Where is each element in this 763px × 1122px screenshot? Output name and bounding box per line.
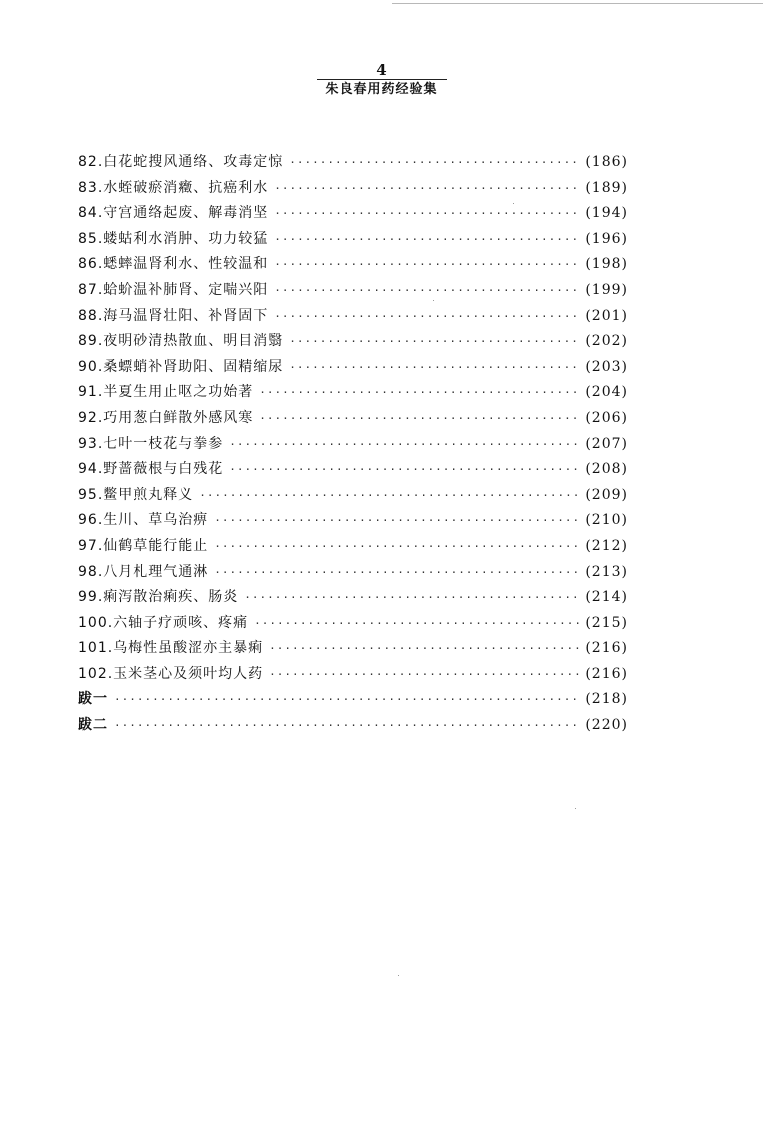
toc-dot-leader xyxy=(274,252,579,278)
toc-entry-title: 90.桑螵蛸补肾助阳、固精缩尿 xyxy=(78,358,284,375)
toc-dot-leader xyxy=(114,713,579,739)
toc-entry-page: (220) xyxy=(585,717,628,734)
toc-entry xyxy=(78,252,628,278)
toc-dot-leader xyxy=(244,585,579,611)
scan-speck xyxy=(513,203,514,204)
toc-dot-leader xyxy=(229,432,579,458)
toc-entry-title: 86.蟋蟀温肾利水、性较温和 xyxy=(78,256,269,273)
toc-entry xyxy=(78,201,628,227)
scan-speck xyxy=(433,300,434,301)
toc-entry-page: (218) xyxy=(585,691,628,708)
toc-entry xyxy=(78,611,628,637)
toc-entry xyxy=(78,585,628,611)
toc-entry-page: (213) xyxy=(585,563,628,580)
table-of-contents xyxy=(78,150,628,739)
toc-entry-title: 99.痢泻散治痢疾、肠炎 xyxy=(78,589,239,606)
toc-entry-title: 95.鳖甲煎丸释义 xyxy=(78,486,194,503)
toc-entry-page: (207) xyxy=(585,435,628,452)
toc-dot-leader xyxy=(214,560,579,586)
toc-dot-leader xyxy=(289,355,579,381)
toc-entry xyxy=(78,355,628,381)
toc-entry-title: 96.生川、草乌治痹 xyxy=(78,512,209,529)
toc-entry-page: (201) xyxy=(585,307,628,324)
toc-entry-title: 跋一 xyxy=(78,691,108,708)
toc-dot-leader xyxy=(254,611,579,637)
toc-dot-leader xyxy=(114,687,579,713)
scan-speck xyxy=(575,808,576,809)
toc-entry-page: (194) xyxy=(585,205,628,222)
toc-entry-page: (196) xyxy=(585,230,628,247)
book-title: 朱良春用药经验集 xyxy=(325,82,438,97)
toc-entry-page: (212) xyxy=(585,537,628,554)
toc-entry xyxy=(78,380,628,406)
toc-dot-leader xyxy=(259,406,579,432)
toc-entry-title: 85.蝼蛄利水消肿、功力较猛 xyxy=(78,230,269,247)
toc-entry xyxy=(78,687,628,713)
toc-entry-title: 101.乌梅性虽酸涩亦主暴痢 xyxy=(78,640,264,657)
toc-entry-page: (198) xyxy=(585,256,628,273)
toc-entry xyxy=(78,662,628,688)
toc-entry-page: (215) xyxy=(585,614,628,631)
toc-dot-leader xyxy=(214,508,579,534)
toc-entry-title: 84.守宫通络起废、解毒消坚 xyxy=(78,205,269,222)
toc-dot-leader xyxy=(289,329,579,355)
toc-dot-leader xyxy=(229,457,579,483)
toc-entry xyxy=(78,534,628,560)
toc-entry-page: (208) xyxy=(585,461,628,478)
toc-entry-title: 97.仙鹤草能行能止 xyxy=(78,537,209,554)
toc-dot-leader xyxy=(199,483,579,509)
toc-entry-title: 92.巧用葱白鲜散外感风寒 xyxy=(78,409,254,426)
toc-entry-title: 跋二 xyxy=(78,717,108,734)
toc-entry-page: (216) xyxy=(585,640,628,657)
toc-entry-page: (209) xyxy=(585,486,628,503)
toc-entry xyxy=(78,278,628,304)
page-header xyxy=(0,62,763,98)
page-number: 4 xyxy=(376,61,387,79)
toc-dot-leader xyxy=(259,380,579,406)
toc-entry xyxy=(78,457,628,483)
toc-entry-page: (189) xyxy=(585,179,628,196)
toc-dot-leader xyxy=(214,534,579,560)
toc-entry xyxy=(78,508,628,534)
toc-entry-title: 100.六轴子疗顽咳、疼痛 xyxy=(78,614,249,631)
toc-entry xyxy=(78,406,628,432)
toc-entry-title: 83.水蛭破瘀消癥、抗癌利水 xyxy=(78,179,269,196)
toc-entry xyxy=(78,150,628,176)
toc-entry-title: 82.白花蛇搜风通络、攻毒定惊 xyxy=(78,154,284,170)
toc-dot-leader xyxy=(269,636,579,662)
toc-entry xyxy=(78,432,628,458)
toc-entry-page: (204) xyxy=(585,384,628,401)
toc-entry-page: (210) xyxy=(585,512,628,529)
toc-entry xyxy=(78,227,628,253)
toc-entry-title: 91.半夏生用止呕之功始著 xyxy=(78,384,254,401)
toc-entry-page: (186) xyxy=(585,154,628,170)
toc-entry-title: 88.海马温肾壮阳、补肾固下 xyxy=(78,307,269,324)
scan-speck xyxy=(398,975,399,976)
toc-dot-leader xyxy=(269,662,579,688)
toc-entry-page: (199) xyxy=(585,281,628,298)
toc-entry-title: 89.夜明砂清热散血、明目消翳 xyxy=(78,333,284,350)
toc-entry xyxy=(78,636,628,662)
top-edge-rule xyxy=(392,3,763,4)
toc-entry-page: (202) xyxy=(585,333,628,350)
toc-entry-page: (203) xyxy=(585,358,628,375)
toc-dot-leader xyxy=(274,201,579,227)
toc-entry xyxy=(78,483,628,509)
toc-dot-leader xyxy=(274,304,579,330)
toc-entry-title: 94.野蔷薇根与白残花 xyxy=(78,461,224,478)
toc-entry xyxy=(78,713,628,739)
toc-dot-leader xyxy=(274,176,579,202)
header-divider xyxy=(317,79,447,80)
toc-entry-title: 102.玉米茎心及须叶均人药 xyxy=(78,665,264,682)
toc-entry xyxy=(78,176,628,202)
toc-entry xyxy=(78,560,628,586)
toc-dot-leader xyxy=(289,150,579,176)
toc-entry xyxy=(78,329,628,355)
toc-entry-page: (214) xyxy=(585,589,628,606)
toc-dot-leader xyxy=(274,278,579,304)
toc-entry xyxy=(78,304,628,330)
toc-dot-leader xyxy=(274,227,579,253)
toc-entry-page: (206) xyxy=(585,409,628,426)
toc-entry-title: 98.八月札理气通淋 xyxy=(78,563,209,580)
toc-entry-title: 93.七叶一枝花与拳参 xyxy=(78,435,224,452)
toc-entry-page: (216) xyxy=(585,665,628,682)
toc-entry-title: 87.蛤蚧温补肺肾、定喘兴阳 xyxy=(78,281,269,298)
